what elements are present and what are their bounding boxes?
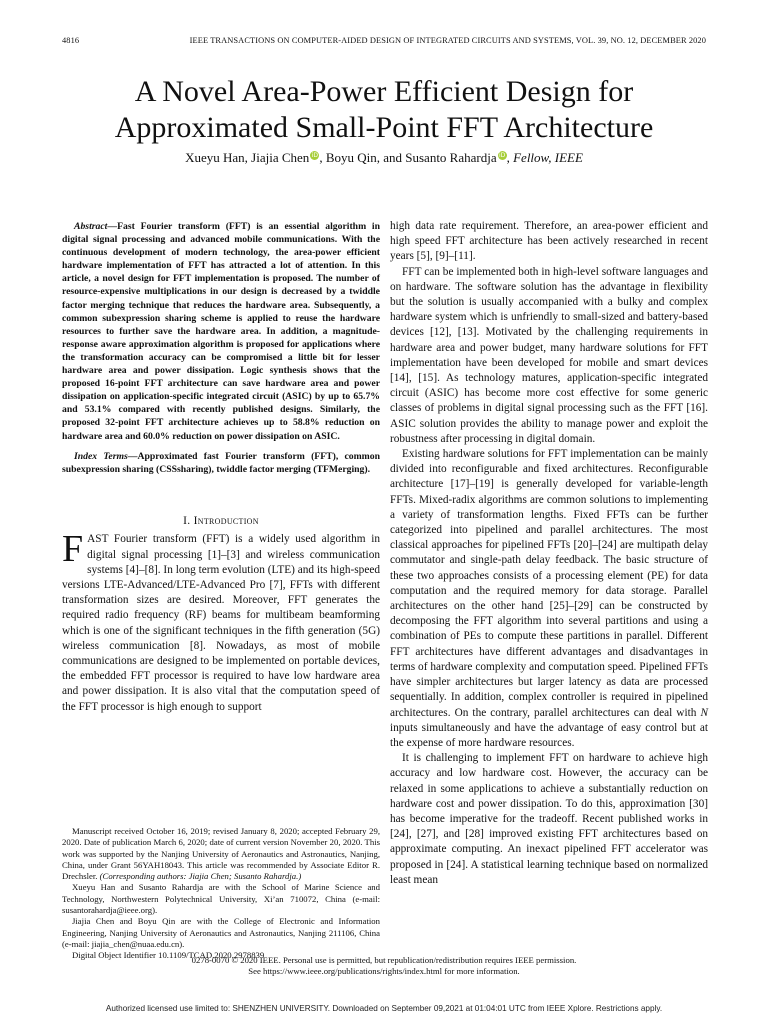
paper-title	[40, 74, 728, 146]
section-heading-introduction: I. Introduction	[183, 514, 259, 527]
footnote-affiliation: Xueyu Han and Susanto Rahardja are with the School of Marine Science and Technology, Northwestern Polytechnical University, Xi’an 710072, China (e-mail: susantorahardja@ieee.org).	[62, 882, 380, 916]
abstract	[62, 220, 380, 443]
author-separator: ,	[506, 150, 514, 165]
paragraph	[390, 447, 708, 751]
intro-text: AST Fourier transform (FFT) is a widely used algorithm in digital signal processing [1]–[3] and wireless communication systems [4]–[8]. In long term evolution (LTE) and its high-speed versions LTE-Advanced/LTE-Advanced Pro [7], FFTs with different transformation sizes are desired. Moreover, FFT generates the required radio frequency (RF) beams for multibeam beamforming which is one of the significant techniques in the fifth generation (5G) wireless communication [8]. Nowadays, as most of mobile communications are designed to be implemented on portable devices, the embedded FFT processor is required to have low hardware area and power dissipation. It is also vital that the computation speed of the FFT processor is high enough to support	[62, 533, 380, 713]
right-column	[390, 219, 708, 888]
journal-name: IEEE TRANSACTIONS ON COMPUTER-AIDED DESIGN OF INTEGRATED CIRCUITS AND SYSTEMS, VOL. 39, NO. 12, DECEMBER 2020	[189, 36, 706, 45]
drop-cap: F	[62, 528, 84, 571]
footnote-doi: Digital Object Identifier 10.1109/TCAD.2020.2978839	[72, 950, 265, 961]
footnote-manuscript	[62, 826, 380, 882]
author-qin: , Boyu Qin, and	[319, 150, 406, 165]
abstract-lead: Abstract	[74, 221, 108, 232]
author-rahardja: Susanto Rahardja	[405, 150, 497, 165]
title-line-2: Approximated Small-Point FFT Architecture	[114, 111, 654, 144]
paragraph: It is challenging to implement FFT on hardware to achieve high accuracy and low hardware cost. However, the accuracy can be relaxed in some applications to achieve a substantially reduction on hardware cost and power dissipation. To do this, approximation [30] has become imperative for the tradeoff. Recent published works in [24], [27], and [28] improved existing FFT architectures based on approximate computing. An inexact pipelined FFT accelerator was proposed in [24]. A statistical learning technique based on normalized least mean	[390, 752, 708, 886]
abstract-text: —Fast Fourier transform (FFT) is an essential algorithm in digital signal processing and advanced mobile communications. With the continuous development of modern technology, the area-power efficient hardware implementation of FFT has attracted a lot of attention. In this article, a novel design for FFT implementation is proposed. The number of resource-expensive multiplications in our design is decreased by a twiddle factor merging technique that reduces the hardware area. Subsequently, a common subexpression sharing scheme is applied to reuse the hardware resources to further save the hardware area. In addition, a magnitude-response aware approximation algorithm is proposed for applications where the transformation accuracy can be compromised a little bit for lesser hardware area and power dissipation. Logic synthesis shows that the proposed 16-point FFT architecture can save hardware area and power dissipation on application-specific integrated circuit (ASIC) by up to 65.7% and 53.1% compared with recently published designs. Similarly, the proposed 32-point FFT architecture achieves up to 58.8% reduction on hardware area and 60.0% reduction on power dissipation on ASIC.	[62, 221, 380, 442]
footnote-affiliation: Jiajia Chen and Boyu Qin are with the College of Electronic and Information Engineering, Nanjing University of Aeronautics and Astronautics, Nanjing 211106, China (e-mail: jiajia_chen@nuaa.edu.cn).	[62, 916, 380, 949]
index-terms-lead: Index Terms	[74, 450, 128, 462]
copyright-notice	[40, 955, 728, 978]
intro-paragraph	[62, 528, 380, 714]
author-han: Xueyu Han,	[185, 150, 252, 165]
title-line-1: A Novel Area-Power Efficient Design for	[134, 75, 634, 108]
footnote-text: Manuscript received October 16, 2019; revised January 8, 2020; accepted February 29, 2020. Date of publication March 6, 2020; date of current version November 20, 2020. This work was supported by the Nanjing University of Aeronautics and Astronautics, Nanjing, China, under Grant 56YAH18043. This article was recommended by Associate Editor R. Drechsler.	[62, 826, 380, 882]
orcid-icon[interactable]: iD	[311, 152, 318, 159]
variable-n: N	[700, 706, 708, 719]
paragraph-text: Existing hardware solutions for FFT implementation can be mainly divided into reconfigurable and fixed architectures. Reconfigurable architecture [17]–[19] is generally developed for variable-length FFTs. Mixed-radix algorithms are common solutions to implementing a variety of transformation lengths. Fixed FFTs can be further categorized into pipelined and parallel architectures. The most classical approaches for pipelined FFTs [20]–[24] are multipath delay commutator and single-path delay feedback. The basic structure of these two approaches consists of a processing element (PE) for data computation and the required memory for data storage. Parallel architectures on the other hand [25]–[29] can be constructed by decomposing the FFT algorithm into several partitions and using a combination of PEs to compute these partitions in parallel. Different FFT architectures have different advantages and disadvantages in terms of hardware complexity and computation speed. Pipelined FFTs have simpler architectures but larger latency as data are processed sequentially. In addition, complex controller is required in pipelined architectures. On the contrary, parallel architectures can deal with	[390, 448, 708, 719]
index-terms-text: —Approximated fast Fourier transform (FFT), common subexpression sharing (CSSsharing), twiddle factor merging (TFMerging).	[62, 450, 380, 475]
footnotes	[62, 826, 380, 962]
copyright-line: 0278-0070 © 2020 IEEE. Personal use is permitted, but republication/redistribution requires IEEE permission.	[191, 955, 577, 965]
paragraph-text: inputs simultaneously and have the advantage of easy control but at the expense of more hardware resources.	[390, 721, 708, 749]
copyright-link-line[interactable]: See https://www.ieee.org/publications/rights/index.html for more information.	[248, 966, 520, 977]
author-chen: Jiajia Chen	[251, 150, 310, 165]
paragraph: FFT can be implemented both in high-level software languages and on hardware. The software solution has the advantage in flexibility but the solution is usually accompanied with a bulky and complex hardware system which is unfriendly to small-sized and battery-based devices [12], [13]. Motivated by the challenging requirements in hardware area and power budget, many hardware solutions for FFT implementation have been developed for mobile and smart devices [14], [15]. As technology matures, application-specific integrated circuit (ASIC) has become more cost effective for some generic classes of problems in digital signal processing such as the FFT [16]. ASIC solution provides the ability to manage power and exploit the robustness after processing in digital domain.	[390, 265, 708, 445]
index-terms	[62, 450, 380, 476]
orcid-icon[interactable]: iD	[498, 152, 506, 159]
page-number: 4816	[62, 36, 80, 45]
author-list	[40, 150, 728, 166]
license-disclaimer: Authorized licensed use limited to: SHENZHEN UNIVERSITY. Downloaded on September 09,2021 at 01:04:01 UTC from IEEE Xplore. Restrictions apply.	[105, 1004, 663, 1013]
footnote-corresponding: (Corresponding authors: Jiajia Chen; Susanto Rahardja.)	[99, 871, 302, 882]
running-header	[62, 36, 706, 50]
left-column	[62, 220, 380, 715]
author-fellow-title: Fellow, IEEE	[513, 150, 583, 165]
paragraph: high data rate requirement. Therefore, an area-power efficient and high speed FFT architecture has been actively researched in recent years [5], [9]–[11].	[390, 220, 708, 263]
